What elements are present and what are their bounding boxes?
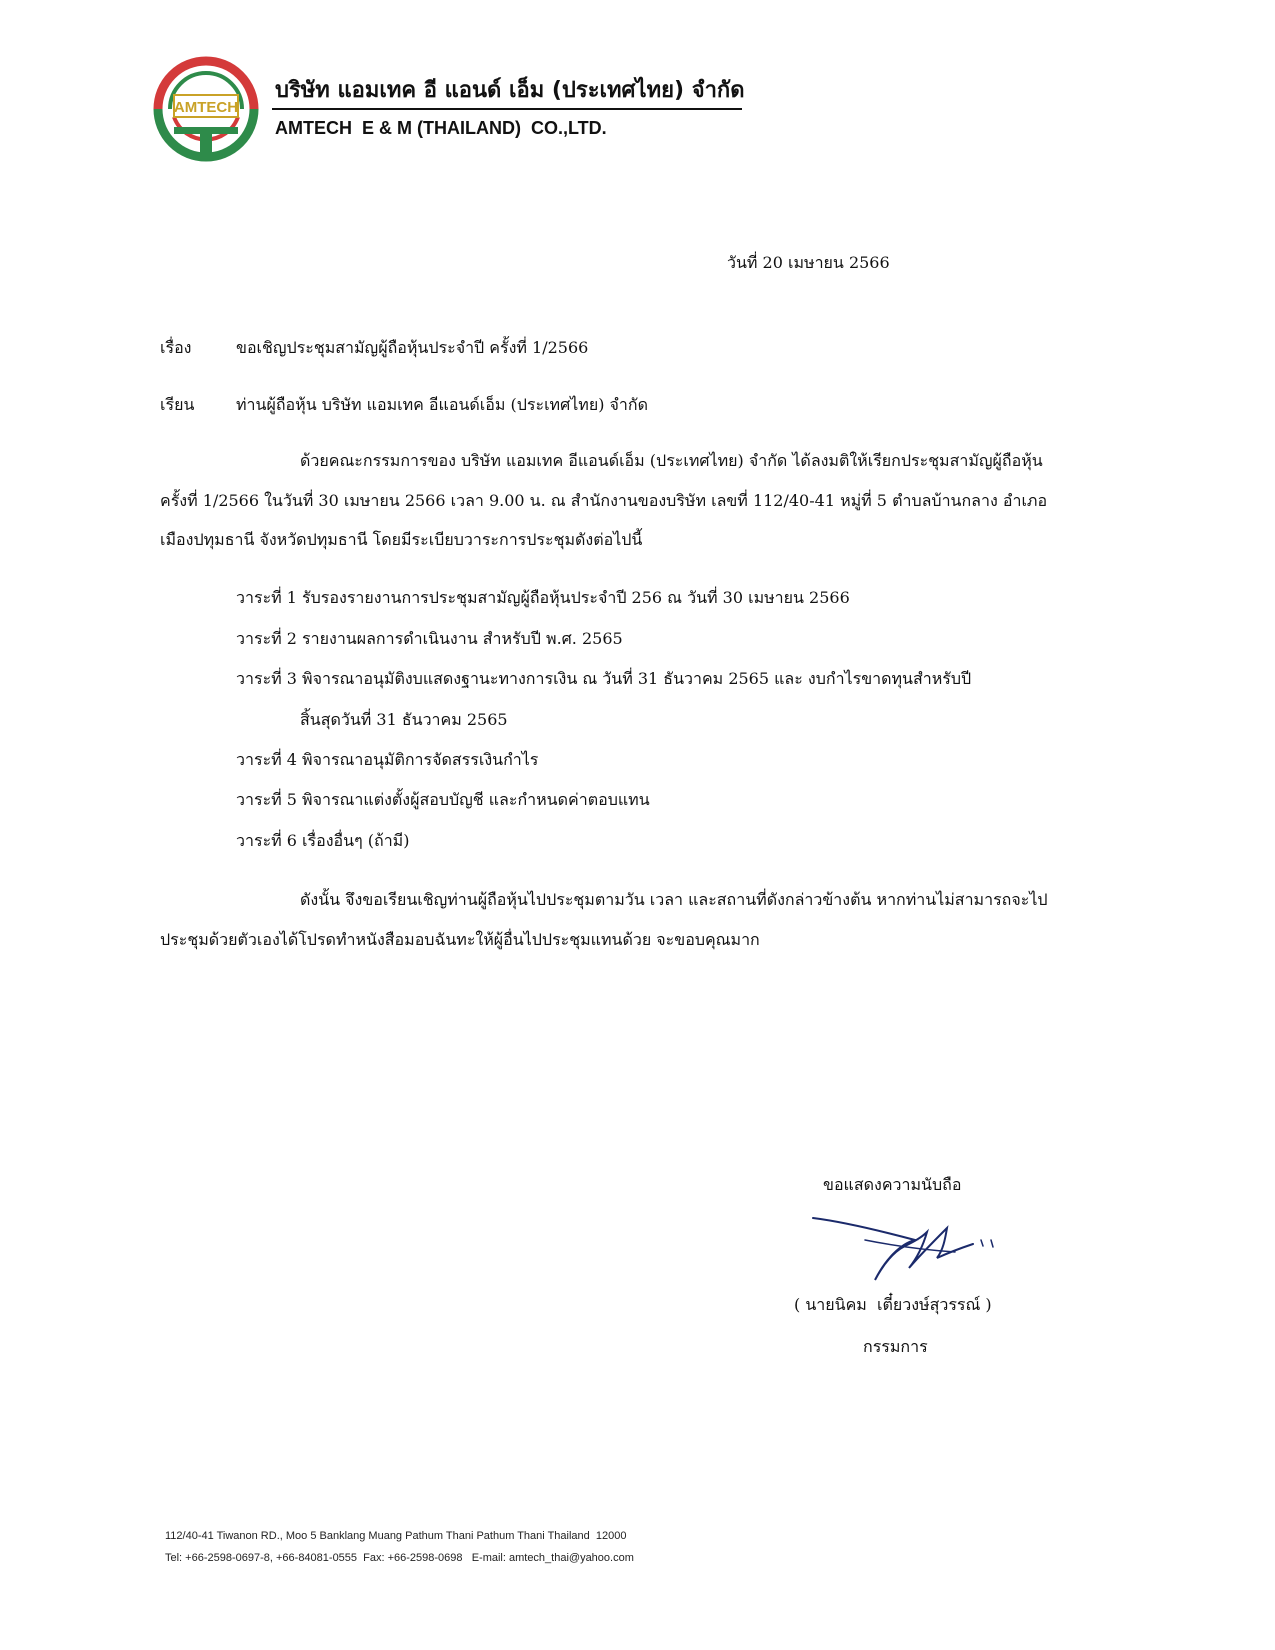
intro-line: ครั้งที่ 1/2566 ในวันที่ 30 เมษายน 2566 เวลา 9.00 น. ณ สำนักงานของบริษัท เลขที่ 112/40-41 หมู่ที่ 5 ตำบลบ้านกลาง อำเภอ [160, 491, 1048, 510]
signoff-text: ขอแสดงความนับถือ [823, 1175, 962, 1194]
signer-name: ( นายนิคม เตี๋ยวงษ์สุวรรณ์ ) [794, 1295, 992, 1314]
agenda-item: วาระที่ 5 พิจารณาแต่งตั้งผู้สอบบัญชี และกำหนดค่าตอบแทน [236, 790, 650, 809]
subject-text: ขอเชิญประชุมสามัญผู้ถือหุ้นประจำปี ครั้งที่ 1/2566 [236, 338, 589, 357]
logo-text: AMTECH [173, 99, 239, 116]
agenda-item-continuation: สิ้นสุดวันที่ 31 ธันวาคม 2565 [300, 710, 508, 729]
closing-line: ดังนั้น จึงขอเรียนเชิญท่านผู้ถือหุ้นไปประชุมตามวัน เวลา และสถานที่ดังกล่าวข้างต้น หากท่านไม่สามารถจะไป [300, 890, 1048, 909]
footer-contact: Tel: +66-2598-0697-8, +66-84081-0555 Fax: +66-2598-0698 E-mail: amtech_thai@yahoo.com [165, 1552, 634, 1564]
signer-title: กรรมการ [863, 1337, 928, 1356]
signature-image [805, 1210, 1005, 1290]
agenda-item: วาระที่ 4 พิจารณาอนุมัติการจัดสรรเงินกำไร [236, 750, 539, 769]
company-name-en: AMTECH E & M (THAILAND) CO.,LTD. [275, 118, 607, 138]
company-logo [152, 55, 260, 163]
header-divider [272, 108, 742, 110]
agenda-item: วาระที่ 3 พิจารณาอนุมัติงบแสดงฐานะทางการเงิน ณ วันที่ 31 ธันวาคม 2565 และ งบกำไรขาดทุนสำหรับปี [236, 669, 972, 688]
agenda-item: วาระที่ 1 รับรองรายงานการประชุมสามัญผู้ถือหุ้นประจำปี 256 ณ วันที่ 30 เมษายน 2566 [236, 588, 850, 607]
subject-label: เรื่อง [160, 338, 192, 357]
agenda-item: วาระที่ 2 รายงานผลการดำเนินงาน สำหรับปี พ.ศ. 2565 [236, 629, 623, 648]
letter-date: วันที่ 20 เมษายน 2566 [727, 253, 890, 272]
intro-line: เมืองปทุมธานี จังหวัดปทุมธานี โดยมีระเบียบวาระการประชุมดังต่อไปนี้ [160, 530, 643, 549]
recipient-text: ท่านผู้ถือหุ้น บริษัท แอมเทค อีแอนด์เอ็ม (ประเทศไทย) จำกัด [236, 395, 648, 414]
footer-address: 112/40-41 Tiwanon RD., Moo 5 Banklang Muang Pathum Thani Pathum Thani Thailand 12000 [165, 1530, 627, 1542]
recipient-label: เรียน [160, 395, 195, 414]
company-name-th: บริษัท แอมเทค อี แอนด์ เอ็ม (ประเทศไทย) จำกัด [275, 78, 745, 103]
closing-line: ประชุมด้วยตัวเองได้โปรดทำหนังสือมอบฉันทะให้ผู้อื่นไปประชุมแทนด้วย จะขอบคุณมาก [160, 930, 760, 949]
agenda-item: วาระที่ 6 เรื่องอื่นๆ (ถ้ามี) [236, 831, 410, 850]
intro-line: ด้วยคณะกรรมการของ บริษัท แอมเทค อีแอนด์เอ็ม (ประเทศไทย) จำกัด ได้ลงมติให้เรียกประชุมสามัญผู้ถือหุ้น [300, 451, 1043, 470]
